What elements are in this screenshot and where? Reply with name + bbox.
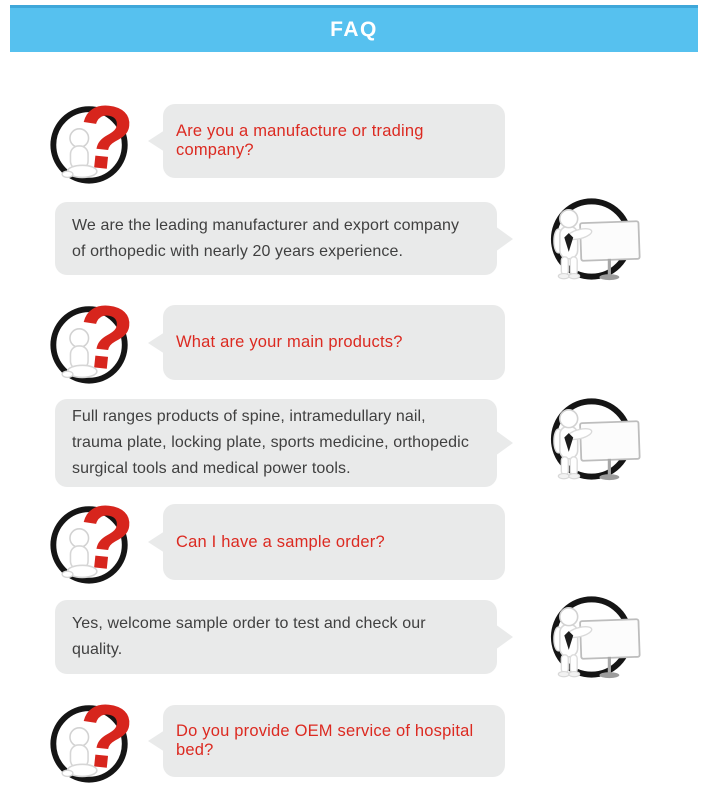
answer-text: Full ranges products of spine, intramedullary nail, trauma plate, locking plate, sports medicine, orthopedic surgical tools and medical power tools. xyxy=(72,408,469,477)
question-bubble xyxy=(163,104,505,178)
question-text: Are you a manufacture or trading company? xyxy=(176,122,424,159)
answer-bubble xyxy=(55,202,497,275)
question-text: Do you provide OEM service of hospital bed? xyxy=(176,722,474,759)
presenter-whiteboard-icon xyxy=(544,395,646,487)
presenter-whiteboard-icon xyxy=(544,593,646,685)
section-title: FAQ xyxy=(330,18,378,41)
answer-text: Yes, welcome sample order to test and check our quality. xyxy=(72,615,426,658)
question-figure-icon xyxy=(46,696,136,786)
question-text: Can I have a sample order? xyxy=(176,532,385,551)
question-figure-icon xyxy=(46,297,136,387)
question-figure-icon xyxy=(46,97,136,187)
answer-text: We are the leading manufacturer and export company of orthopedic with nearly 20 years experience. xyxy=(72,216,460,260)
answer-bubble xyxy=(55,600,497,674)
question-bubble xyxy=(163,305,505,380)
question-bubble xyxy=(163,705,505,777)
answer-bubble xyxy=(55,399,497,487)
section-header xyxy=(10,5,698,52)
question-text: What are your main products? xyxy=(176,333,403,351)
question-figure-icon xyxy=(46,497,136,587)
question-bubble xyxy=(163,504,505,580)
presenter-whiteboard-icon xyxy=(544,195,646,287)
